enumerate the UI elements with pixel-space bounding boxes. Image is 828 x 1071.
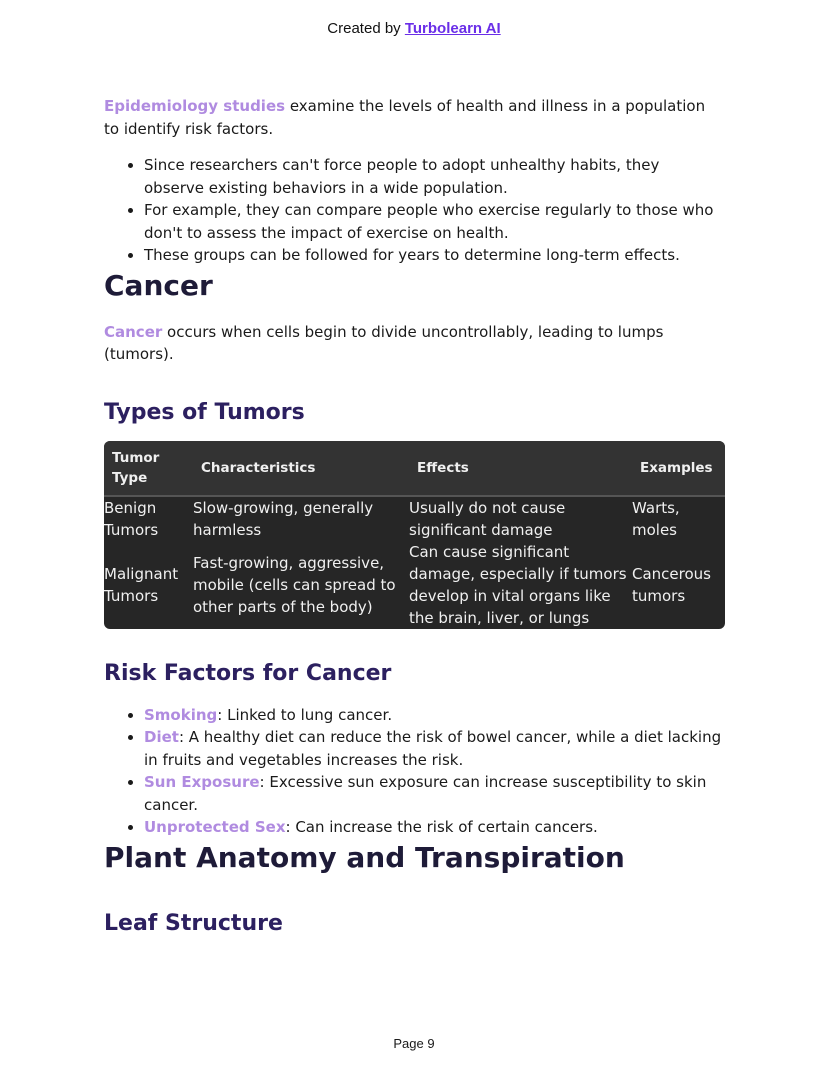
cancer-heading: Cancer (104, 268, 213, 302)
text: : Excessive sun exposure can increase susceptibility to skin cancer. (144, 773, 707, 814)
table-row (104, 541, 725, 629)
column-header: Tumor Type (104, 441, 193, 496)
risk-heading: Risk Factors for Cancer (104, 661, 392, 686)
cell: Slow-growing, generally harmless (193, 499, 374, 539)
content (104, 95, 724, 935)
term: Diet (144, 728, 179, 746)
cell: Cancerous tumors (632, 565, 711, 605)
list-item (144, 771, 724, 816)
term: Epidemiology studies (104, 97, 286, 115)
cell: Warts, moles (632, 499, 680, 539)
text: : Can increase the risk of certain cancers. (285, 818, 598, 836)
epi-list (104, 154, 724, 267)
list-item (144, 816, 724, 839)
term: Smoking (144, 705, 218, 724)
leaf-heading: Leaf Structure (104, 910, 283, 936)
list-item (144, 726, 724, 771)
table-row (104, 496, 725, 541)
cancer-paragraph (104, 321, 724, 366)
turbolearn-link[interactable]: Turbolearn AI (404, 20, 501, 37)
tumors-heading: Types of Tumors (104, 399, 305, 425)
plant-heading: Plant Anatomy and Transpiration (104, 840, 625, 874)
cell: Usually do not cause significant damage (409, 499, 566, 539)
text: examine the levels of health and illness in a population to identify risk factors. (104, 97, 706, 138)
cell: Benign Tumors (104, 499, 159, 539)
column-header: Effects (409, 441, 632, 496)
text: occurs when cells begin to divide uncontrollably, leading to lumps (tumors). (104, 322, 664, 363)
column-header: Examples (632, 441, 725, 496)
text: : Linked to lung cancer. (217, 705, 393, 724)
header (0, 20, 828, 37)
tumor-table (104, 441, 725, 629)
epi-paragraph (104, 95, 724, 140)
list-item (144, 704, 724, 727)
term: Sun Exposure (144, 773, 260, 791)
cell: Fast-growing, aggressive, mobile (cells can spread to other parts of the body) (193, 554, 396, 616)
cell: Malignant Tumors (104, 565, 179, 605)
list-item: • These groups can be followed for years to determine long-term effects. (144, 244, 724, 267)
cell: Can cause significant damage, especially if tumors develop in vital organs like the brain, liver, or lungs (409, 543, 627, 627)
term: Unprotected Sex (144, 818, 286, 836)
text: : A healthy diet can reduce the risk of bowel cancer, while a diet lacking in fruits and vegetables increases the risk. (144, 728, 722, 769)
column-header: Characteristics (193, 441, 409, 496)
page-number: Page 9 (393, 1036, 435, 1051)
table-header-row (104, 441, 725, 496)
risk-list (104, 704, 724, 839)
list-item: • Since researchers can't force people to adopt unhealthy habits, they observe existing behaviors in a wide population. (144, 154, 724, 199)
header-prefix: Created by (327, 20, 401, 37)
term: Cancer (104, 322, 163, 341)
list-item: • For example, they can compare people who exercise regularly to those who don't to assess the impact of exercise on health. (144, 199, 724, 244)
